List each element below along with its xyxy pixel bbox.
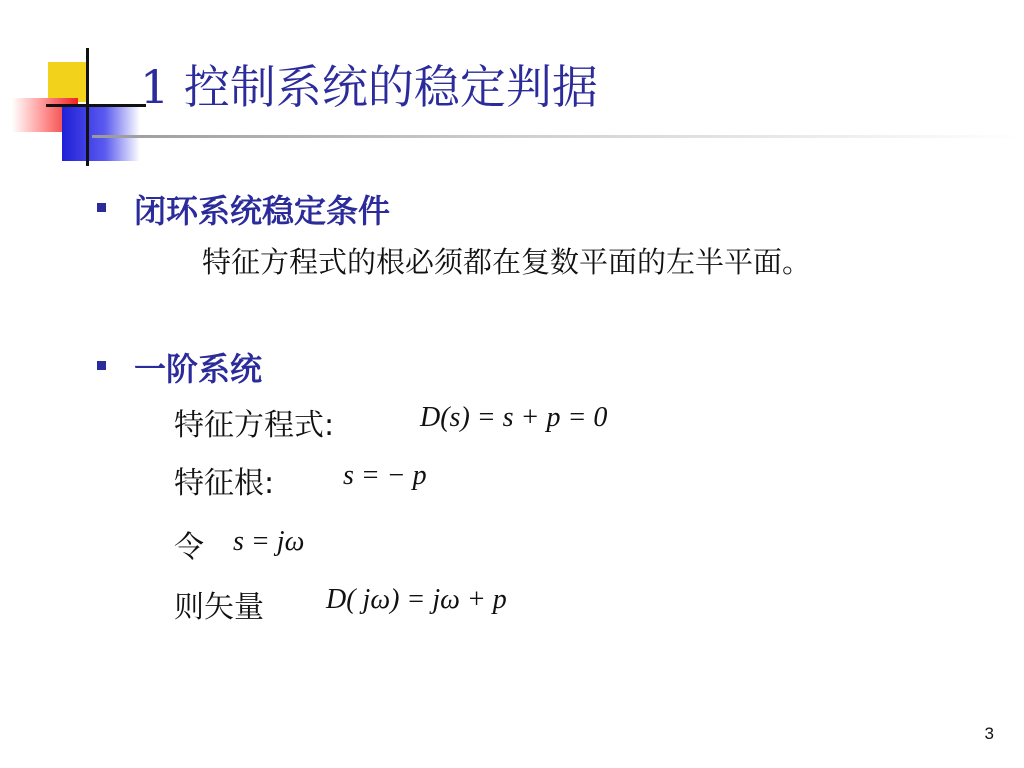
line-label: 特征方程式: xyxy=(174,408,335,443)
page-number: 3 xyxy=(984,724,994,743)
line-label: 令 xyxy=(174,530,204,565)
decor-horizontal-line xyxy=(46,104,146,107)
line-label: 则矢量 xyxy=(174,590,264,625)
equation-root: s = − p xyxy=(343,460,427,491)
title-underline xyxy=(92,135,1024,138)
slide-title: 1 控制系统的稳定判据 xyxy=(140,60,598,114)
line-label: 特征根: xyxy=(174,466,275,501)
decor-blue-bar xyxy=(62,105,140,161)
decor-yellow-square xyxy=(48,62,88,102)
bullet-heading-first-order-system: 一阶系统 xyxy=(134,350,263,388)
bullet-heading-stability-condition: 闭环系统稳定条件 xyxy=(134,192,391,230)
decor-vertical-line xyxy=(86,48,89,166)
equation-substitution: s = jω xyxy=(233,526,305,557)
bullet-marker xyxy=(97,361,106,370)
equation-characteristic: D(s) = s + p = 0 xyxy=(420,402,608,433)
bullet-marker xyxy=(97,203,106,212)
equation-vector: D( jω) = jω + p xyxy=(326,584,507,615)
stability-condition-text: 特征方程式的根必须都在复数平面的左半平面。 xyxy=(202,245,812,279)
